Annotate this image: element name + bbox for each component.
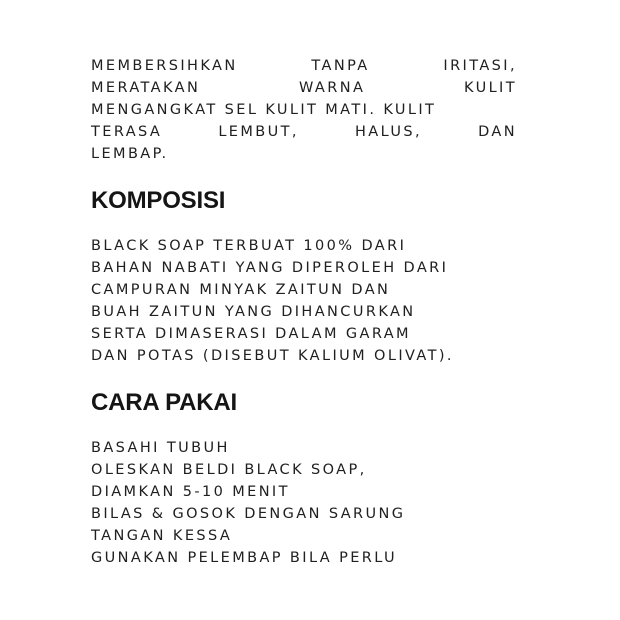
- word: WARNA: [298, 80, 366, 96]
- word: LEMBUT,: [218, 124, 299, 140]
- komposisi-line: DAN POTAS (DISEBUT KALIUM OLIVAT).: [91, 348, 454, 364]
- cara-pakai-step: DIAMKAN 5-10 MENIT: [91, 484, 290, 500]
- komposisi-line: BLACK SOAP TERBUAT 100% DARI: [91, 238, 407, 254]
- word: IRITASI,: [443, 58, 517, 74]
- cara-pakai-heading: CARA PAKAI: [91, 389, 237, 416]
- word: KULIT: [464, 80, 517, 96]
- komposisi-line: CAMPURAN MINYAK ZAITUN DAN: [91, 282, 391, 298]
- komposisi-line: BUAH ZAITUN YANG DIHANCURKAN: [91, 304, 416, 320]
- komposisi-line: BAHAN NABATI YANG DIPEROLEH DARI: [91, 260, 449, 276]
- benefit-line: [91, 121, 517, 143]
- cara-pakai-step: GUNAKAN PELEMBAP BILA PERLU: [91, 550, 398, 566]
- benefit-line: [91, 143, 517, 165]
- product-description: [91, 55, 517, 569]
- word: LEMBAP.: [91, 146, 169, 162]
- benefit-line: [91, 99, 517, 121]
- word: MEMBERSIHKAN: [91, 58, 238, 74]
- komposisi-heading: KOMPOSISI: [91, 187, 226, 214]
- cara-pakai-step: OLESKAN BELDI BLACK SOAP,: [91, 462, 367, 478]
- benefit-paragraph: [91, 55, 517, 165]
- word: MERATAKAN: [91, 80, 201, 96]
- word: DAN: [478, 124, 517, 140]
- word: MENGANGKAT SEL KULIT MATI. KULIT: [91, 102, 437, 118]
- benefit-line: [91, 77, 517, 99]
- cara-pakai-step: TANGAN KESSA: [91, 528, 233, 544]
- komposisi-paragraph: [91, 235, 517, 367]
- benefit-line: [91, 55, 517, 77]
- cara-pakai-step: BILAS & GOSOK DENGAN SARUNG: [91, 506, 406, 522]
- word: HALUS,: [354, 124, 422, 140]
- word: TANPA: [311, 58, 370, 74]
- komposisi-line: SERTA DIMASERASI DALAM GARAM: [91, 326, 411, 342]
- word: TERASA: [91, 124, 163, 140]
- cara-pakai-step: BASAHI TUBUH: [91, 440, 230, 456]
- cara-pakai-steps: [91, 437, 517, 569]
